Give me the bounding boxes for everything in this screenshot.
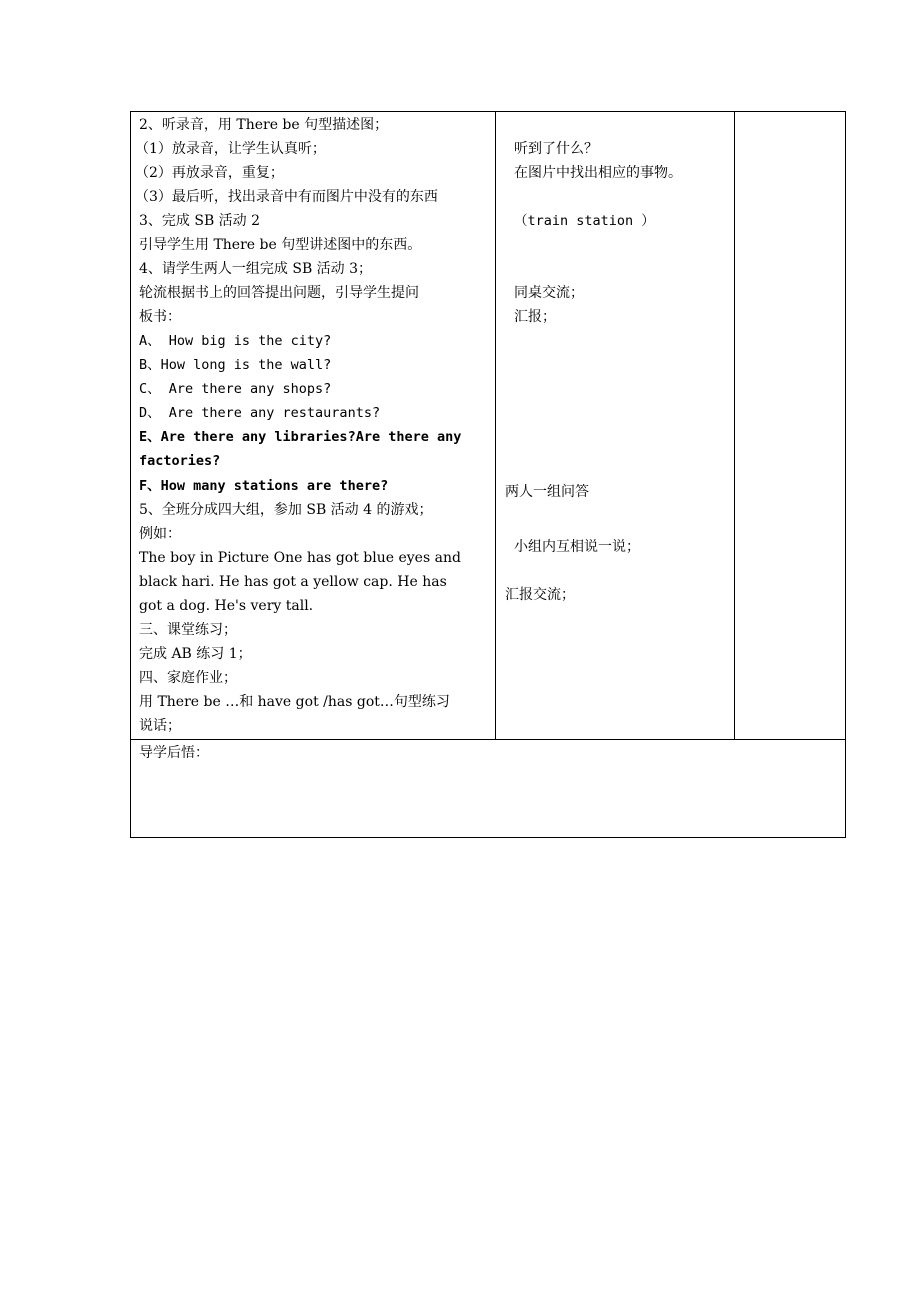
step-5-title: 5、全班分成四大组，参加 SB 活动 4 的游戏； <box>139 502 433 518</box>
step-3-title: 3、完成 SB 活动 2 <box>139 213 261 229</box>
student-note-pair-qa: 两人一组问答 <box>505 484 589 500</box>
board-question-b: B、How long is the wall? <box>139 357 332 373</box>
student-activity-cell <box>496 111 734 739</box>
teacher-activity-cell <box>130 111 495 739</box>
section-3-text: 完成 AB 练习 1； <box>139 646 252 662</box>
board-question-a: A、 How big is the city? <box>139 333 332 349</box>
example-line-2: black hari. He has got a yellow cap. He has <box>139 574 447 590</box>
board-question-e-cont: factories? <box>139 453 221 469</box>
table-bottom-border <box>130 837 846 838</box>
student-note-pair-exchange: 同桌交流； <box>514 285 584 301</box>
board-label: 板书： <box>139 309 181 325</box>
student-note-heard: 听到了什么？ <box>514 141 598 157</box>
step-2-sub-2: （2）再放录音，重复； <box>135 165 284 181</box>
step-4-text: 轮流根据书上的回答提出问题，引导学生提问 <box>139 285 419 301</box>
lesson-table <box>130 111 846 838</box>
example-line-3: got a dog. He's very tall. <box>139 598 314 614</box>
student-note-train-station: （train station ） <box>514 213 655 229</box>
step-4-title: 4、请学生两人一组完成 SB 活动 3； <box>139 261 373 277</box>
section-4-title: 四、家庭作业； <box>139 670 237 686</box>
board-question-e: E、Are there any libraries?Are there any <box>139 429 462 445</box>
section-4-text: 用 There be …和 have got /has got…句型练习 <box>139 694 450 710</box>
notes-cell <box>735 111 845 739</box>
step-2-title: 2、听录音，用 There be 句型描述图； <box>139 117 389 133</box>
example-line-1: The boy in Picture One has got blue eyes and <box>139 550 461 566</box>
student-note-report-exchange: 汇报交流； <box>505 587 575 603</box>
board-question-d: D、 Are there any restaurants? <box>139 405 381 421</box>
step-2-sub-1: （1）放录音，让学生认真听； <box>135 141 326 157</box>
reflection-cell <box>130 740 846 837</box>
table-right-border <box>845 111 846 838</box>
reflection-label: 导学后悟： <box>139 745 209 761</box>
board-question-f: F、How many stations are there? <box>139 478 389 494</box>
section-3-title: 三、课堂练习； <box>139 622 237 638</box>
step-3-text: 引导学生用 There be 句型讲述图中的东西。 <box>139 237 422 253</box>
example-label: 例如： <box>139 526 181 542</box>
student-note-group-talk: 小组内互相说一说； <box>514 539 640 555</box>
student-note-find: 在图片中找出相应的事物。 <box>514 165 682 181</box>
student-note-report: 汇报； <box>514 309 556 325</box>
board-question-c: C、 Are there any shops? <box>139 381 332 397</box>
step-2-sub-3: （3）最后听，找出录音中有而图片中没有的东西 <box>135 189 438 205</box>
section-4-text-cont: 说话； <box>139 718 181 734</box>
